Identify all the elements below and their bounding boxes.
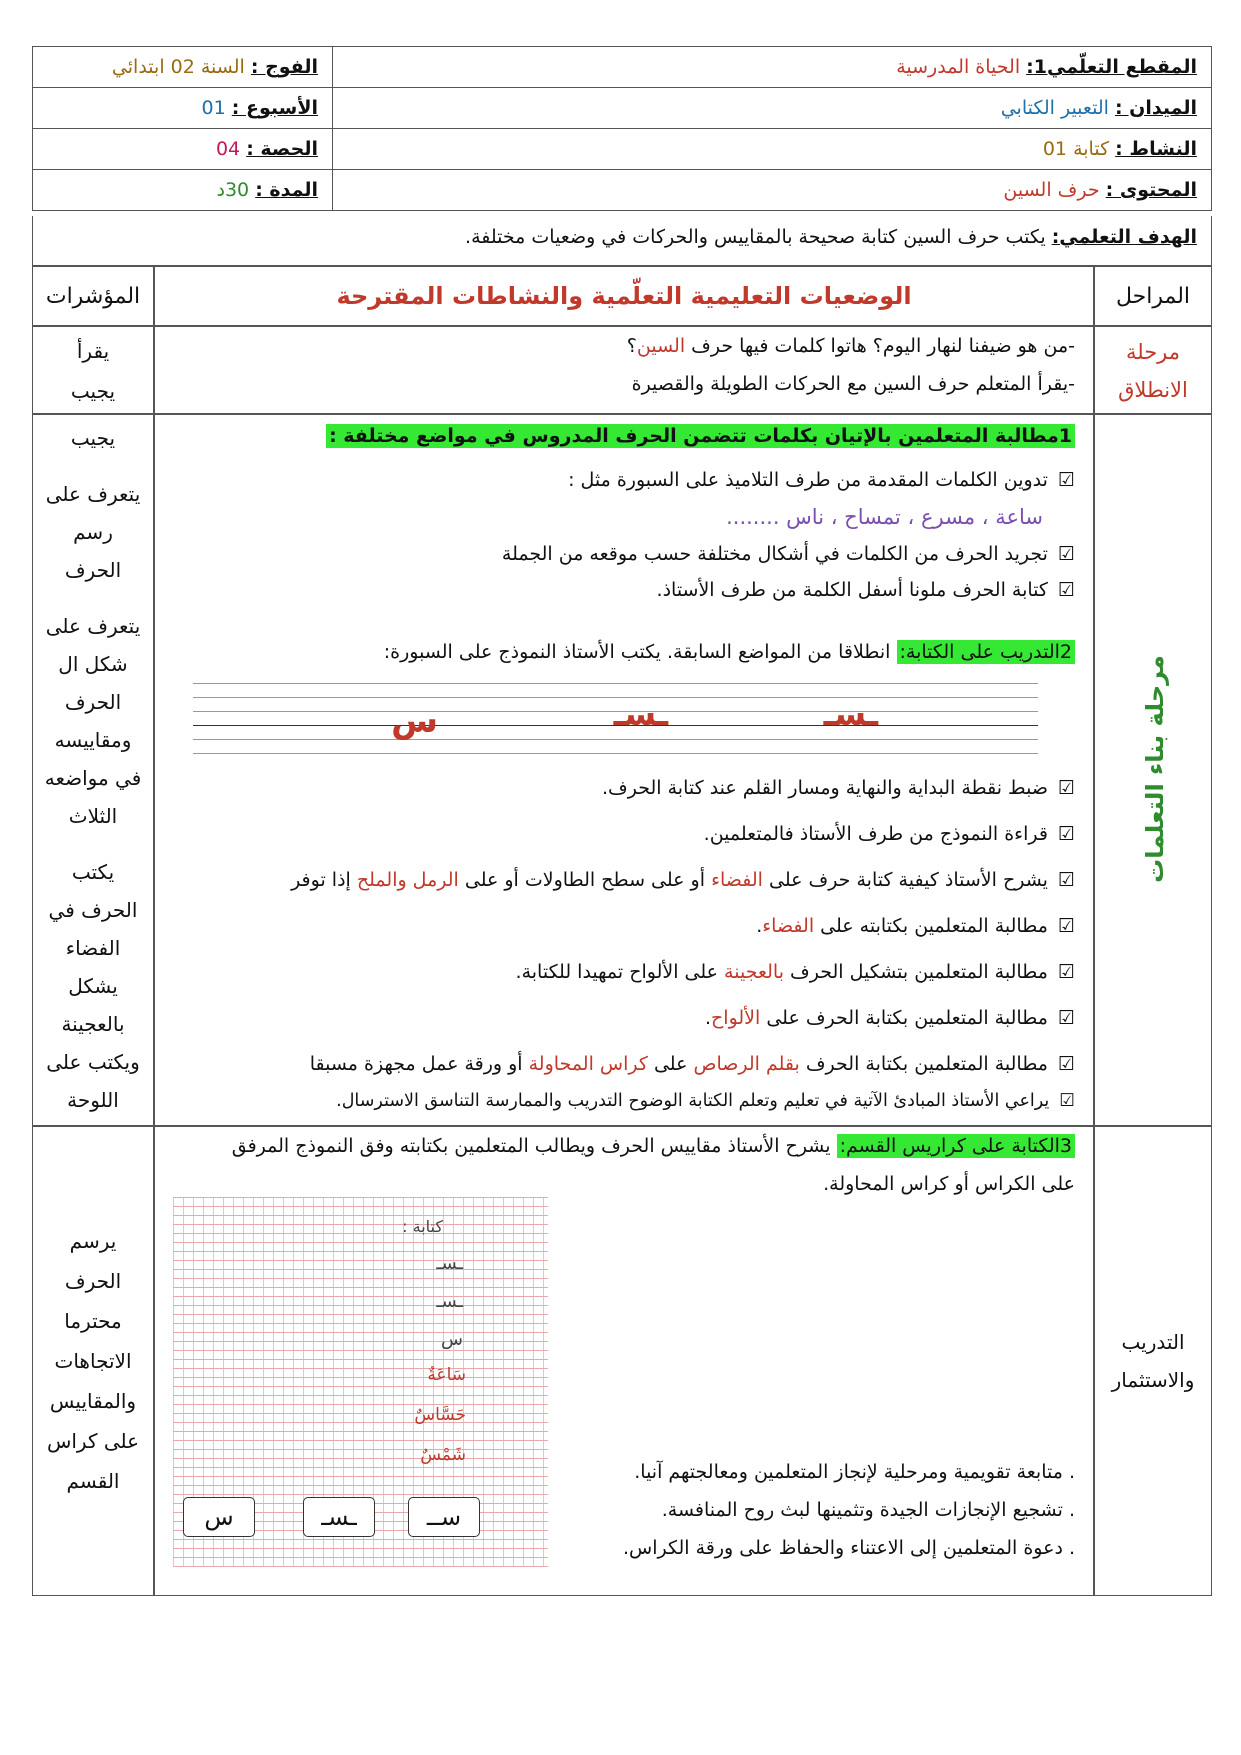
launch-line2: -يقرأ المتعلم حرف السين مع الحركات الطويلة والقصيرة <box>631 373 1075 395</box>
check-icon: ☑ <box>1057 543 1075 565</box>
session-label: الحصة : <box>246 138 318 160</box>
build-activities-cell <box>154 414 1094 1126</box>
session-cell <box>33 129 333 170</box>
practice-point-1: . متابعة تقويمية ومرحلية لإنجاز المتعلمين ومعالجتهم آنيا. <box>634 1461 1075 1483</box>
activity-label: النشاط : <box>1115 138 1197 160</box>
check-icon: ☑ <box>1059 1091 1075 1111</box>
check-icon: ☑ <box>1057 579 1075 601</box>
build-indicator: يشكل <box>68 974 118 998</box>
practice-point-2: . تشجيع الإنجازات الجيدة وتثمينها لبث روح المنافسة. <box>661 1499 1075 1521</box>
group-label: الفوج : <box>250 56 318 78</box>
notebook-row: ـسـ <box>436 1291 463 1312</box>
build-indicator: اللوحة <box>67 1088 119 1112</box>
goal-label: الهدف التعلمي: <box>1051 226 1197 248</box>
notebook-row: س <box>441 1329 463 1350</box>
build-indicator: الثلاث <box>68 804 118 828</box>
build-item-1: ☑تدوين الكلمات المقدمة من طرف التلاميذ على السبورة مثل : <box>568 469 1075 491</box>
week-label: الأسبوع : <box>231 97 318 119</box>
practice-stage-line1: التدريب <box>1121 1330 1185 1354</box>
practice-heading-cont: على الكراس أو كراس المحاولة. <box>823 1173 1075 1195</box>
build-indicator: رسم <box>73 520 113 544</box>
stages-header: المراحل <box>1094 266 1212 326</box>
lesson-sheet <box>32 46 1212 1706</box>
build-heading-2: 2التدريب على الكتابة: انطلاقا من المواضع السابقة. يكتب الأستاذ النموذج على السبورة: <box>384 641 1075 663</box>
build-item-11: ☑يراعي الأستاذ المبادئ الآتية في تعليم وتعلم الكتابة الوضوح التدريب والممارسة التناسق الاسترسال. <box>336 1091 1075 1111</box>
board-model <box>193 683 1038 761</box>
segment-value: الحياة المدرسية <box>896 56 1021 78</box>
segment-cell <box>333 47 1212 88</box>
build-item-7: ☑مطالبة المتعلمين بكتابته على الفضاء. <box>756 915 1075 937</box>
practice-indicator: والمقاييس <box>49 1389 137 1413</box>
content-label: المحتوى : <box>1105 179 1197 201</box>
learning-goal <box>32 216 1212 266</box>
practice-point-3: . دعوة المتعلمين إلى الاعتناء والحفاظ على ورقة الكراس. <box>622 1537 1075 1559</box>
build-indicator: يكتب <box>71 860 115 884</box>
launch-activities-cell <box>154 326 1094 414</box>
launch-stage-line1: مرحلة <box>1125 340 1181 364</box>
launch-indicator-1: يقرأ <box>76 339 110 363</box>
check-icon: ☑ <box>1057 469 1075 491</box>
build-item-10: ☑مطالبة المتعلمين بكتابة الحرف بقلم الرصاص على كراس المحاولة أو ورقة عمل مجهزة مسبقا <box>309 1053 1075 1075</box>
build-indicator: الفضاء <box>65 936 121 960</box>
build-item-8: ☑مطالبة المتعلمين بتشكيل الحرف بالعجينة على الألواح تمهيدا للكتابة. <box>515 961 1075 983</box>
group-value: السنة 02 ابتدائي <box>111 56 245 78</box>
session-value: 04 <box>215 138 241 160</box>
duration-cell <box>33 170 333 211</box>
launch-indicator-2: يجيب <box>70 379 116 403</box>
build-indicator: ويكتب على <box>46 1050 140 1074</box>
build-indicator: الحرف <box>64 690 122 714</box>
model-letter-final: س <box>391 701 438 741</box>
launch-indicators-cell <box>32 326 154 414</box>
example-words: ساعة ، مسرع ، تمساح ، ناس ........ <box>726 505 1043 529</box>
build-indicator: يتعرف على <box>45 482 141 506</box>
build-item-3: ☑كتابة الحرف ملونا أسفل الكلمة من طرف الأستاذ. <box>656 579 1075 601</box>
practice-indicator: الحرف <box>64 1269 122 1293</box>
notebook-box-final: س <box>183 1497 255 1537</box>
segment-label: المقطع التعلّمي1: <box>1026 56 1197 78</box>
notebook-box-medial: ـسـ <box>303 1497 375 1537</box>
activity-cell <box>333 129 1212 170</box>
build-indicator: ومقاييسه <box>54 728 132 752</box>
practice-stage-line2: والاستثمار <box>1111 1368 1195 1392</box>
build-indicator: شكل ال <box>58 652 128 676</box>
notebook-row: سَاعَةٌ <box>427 1365 466 1385</box>
notebook-row: حَسَّاسٌ <box>414 1405 466 1425</box>
duration-value: 30د <box>216 179 250 201</box>
check-icon: ☑ <box>1057 823 1075 845</box>
build-stage-cell <box>1094 414 1212 1126</box>
notebook-model <box>173 1197 548 1567</box>
build-indicator: الحرف في <box>48 898 138 922</box>
build-item-6: ☑يشرح الأستاذ كيفية كتابة حرف على الفضاء أو على سطح الطاولات أو على الرمل والملح إذا توفر <box>291 869 1075 891</box>
build-heading-1: 1مطالبة المتعلمين بالإتيان بكلمات تتضمن الحرف المدروس في مواضع مختلفة : <box>326 425 1075 447</box>
check-icon: ☑ <box>1057 1007 1075 1029</box>
practice-indicator: الاتجاهات <box>54 1349 132 1373</box>
build-item-2: ☑تجريد الحرف من الكلمات في أشكال مختلفة حسب موقعه من الجملة <box>501 543 1075 565</box>
model-letter-medial: ـسـ <box>613 695 668 733</box>
build-stage-label: مرحلة بناء التعلمات <box>1141 655 1169 883</box>
notebook-title: كتابة : <box>402 1217 443 1236</box>
notebook-row: شَمْسٌ <box>420 1445 466 1465</box>
notebook-box-initial: ســ <box>408 1497 480 1537</box>
domain-value: التعبير الكتابي <box>1000 97 1109 119</box>
header-table <box>32 46 1212 211</box>
week-cell <box>33 88 333 129</box>
build-item-9: ☑مطالبة المتعلمين بكتابة الحرف على الألواح. <box>704 1007 1075 1029</box>
activities-header: الوضعيات التعليمية التعلّمية والنشاطات المقترحة <box>154 266 1094 326</box>
check-icon: ☑ <box>1057 869 1075 891</box>
group-cell <box>33 47 333 88</box>
duration-label: المدة : <box>255 179 318 201</box>
check-icon: ☑ <box>1057 961 1075 983</box>
launch-stage-line2: الانطلاق <box>1118 378 1188 402</box>
check-icon: ☑ <box>1057 915 1075 937</box>
lesson-grid <box>32 266 1212 1706</box>
domain-cell <box>333 88 1212 129</box>
launch-line1: -من هو ضيفنا لنهار اليوم؟ هاتوا كلمات فيها حرف السين؟ <box>626 335 1075 357</box>
week-value: 01 <box>201 97 226 119</box>
practice-indicator: يرسم <box>69 1229 117 1253</box>
check-icon: ☑ <box>1057 1053 1075 1075</box>
launch-stage-cell <box>1094 326 1212 414</box>
practice-stage-cell <box>1094 1126 1212 1596</box>
build-item-4: ☑ضبط نقطة البداية والنهاية ومسار القلم عند كتابة الحرف. <box>602 777 1075 799</box>
build-indicator: الحرف <box>64 558 122 582</box>
practice-indicator: محترما <box>64 1309 122 1333</box>
content-cell <box>333 170 1212 211</box>
practice-indicators-cell <box>32 1126 154 1596</box>
goal-text: يكتب حرف السين كتابة صحيحة بالمقاييس والحركات في وضعيات مختلفة. <box>465 226 1046 248</box>
activity-value: كتابة 01 <box>1042 138 1110 160</box>
build-indicator: يتعرف على <box>45 614 141 638</box>
practice-activities-cell <box>154 1126 1094 1596</box>
check-icon: ☑ <box>1057 777 1075 799</box>
notebook-row: ـسـ <box>436 1253 463 1274</box>
build-indicator: يجيب <box>70 426 116 450</box>
indicators-header: المؤشرات <box>32 266 154 326</box>
practice-indicator: على كراس <box>46 1429 140 1453</box>
build-indicator: في مواضعه <box>44 766 142 790</box>
model-letter-initial: ـسـ <box>823 695 878 733</box>
content-value: حرف السين <box>1003 179 1100 201</box>
practice-indicator: القسم <box>66 1469 120 1493</box>
build-item-5: ☑قراءة النموذج من طرف الأستاذ فالمتعلمين. <box>703 823 1075 845</box>
build-indicators-cell <box>32 414 154 1126</box>
domain-label: الميدان : <box>1114 97 1197 119</box>
practice-heading: 3الكتابة على كراريس القسم: يشرح الأستاذ مقاييس الحرف ويطالب المتعلمين بكتابته وفق النموذج المرفق <box>232 1135 1075 1157</box>
build-indicator: بالعجينة <box>61 1012 125 1036</box>
